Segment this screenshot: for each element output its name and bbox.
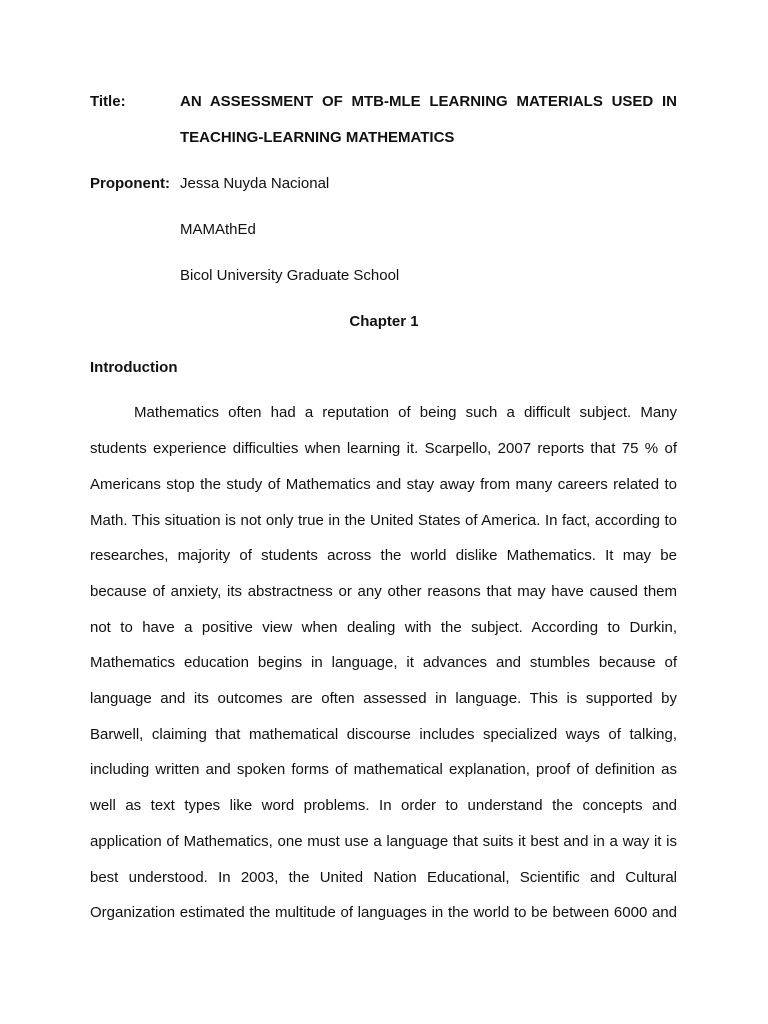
- title-label: Title:: [90, 93, 126, 110]
- proponent-label: Proponent:: [90, 175, 170, 192]
- proponent-name: Jessa Nuyda Nacional: [180, 175, 330, 192]
- paragraph-line: not to have a positive view when dealing with the subject. According to Durkin,: [90, 619, 677, 636]
- paragraph-line: Organization estimated the multitude of languages in the world to be between 6000 and: [90, 904, 677, 921]
- title-line-1: AN ASSESSMENT OF MTB-MLE LEARNING MATERIALS USED IN: [180, 93, 677, 110]
- paragraph-line: researches, majority of students across the world dislike Mathematics. It may be: [90, 547, 677, 564]
- paragraph-line: students experience difficulties when learning it. Scarpello, 2007 reports that 75 % of: [90, 440, 677, 457]
- paragraph-line: well as text types like word problems. In order to understand the concepts and: [90, 797, 677, 814]
- paragraph-line: Mathematics education begins in language, it advances and stumbles because of: [90, 654, 677, 671]
- paragraph-line: best understood. In 2003, the United Nation Educational, Scientific and Cultural: [90, 869, 677, 886]
- paragraph-line: Barwell, claiming that mathematical discourse includes specialized ways of talking,: [90, 726, 677, 743]
- paragraph-line: Math. This situation is not only true in the United States of America. In fact, according to: [90, 512, 677, 529]
- proponent-program: MAMAthEd: [180, 221, 256, 238]
- paragraph-line: including written and spoken forms of mathematical explanation, proof of definition as: [90, 761, 677, 778]
- proponent-school: Bicol University Graduate School: [180, 267, 400, 284]
- paragraph-line: language and its outcomes are often assessed in language. This is supported by: [90, 690, 677, 707]
- paragraph-line: because of anxiety, its abstractness or any other reasons that may have caused them: [90, 583, 677, 600]
- paragraph-line: application of Mathematics, one must use a language that suits it best and in a way it is: [90, 833, 677, 850]
- chapter-heading: Chapter 1: [349, 313, 419, 330]
- section-heading: Introduction: [90, 359, 178, 376]
- title-line-2: TEACHING-LEARNING MATHEMATICS: [180, 129, 455, 146]
- paragraph-line: Americans stop the study of Mathematics and stay away from many careers related to: [90, 476, 677, 493]
- paragraph-line: Mathematics often had a reputation of being such a difficult subject. Many: [134, 404, 677, 421]
